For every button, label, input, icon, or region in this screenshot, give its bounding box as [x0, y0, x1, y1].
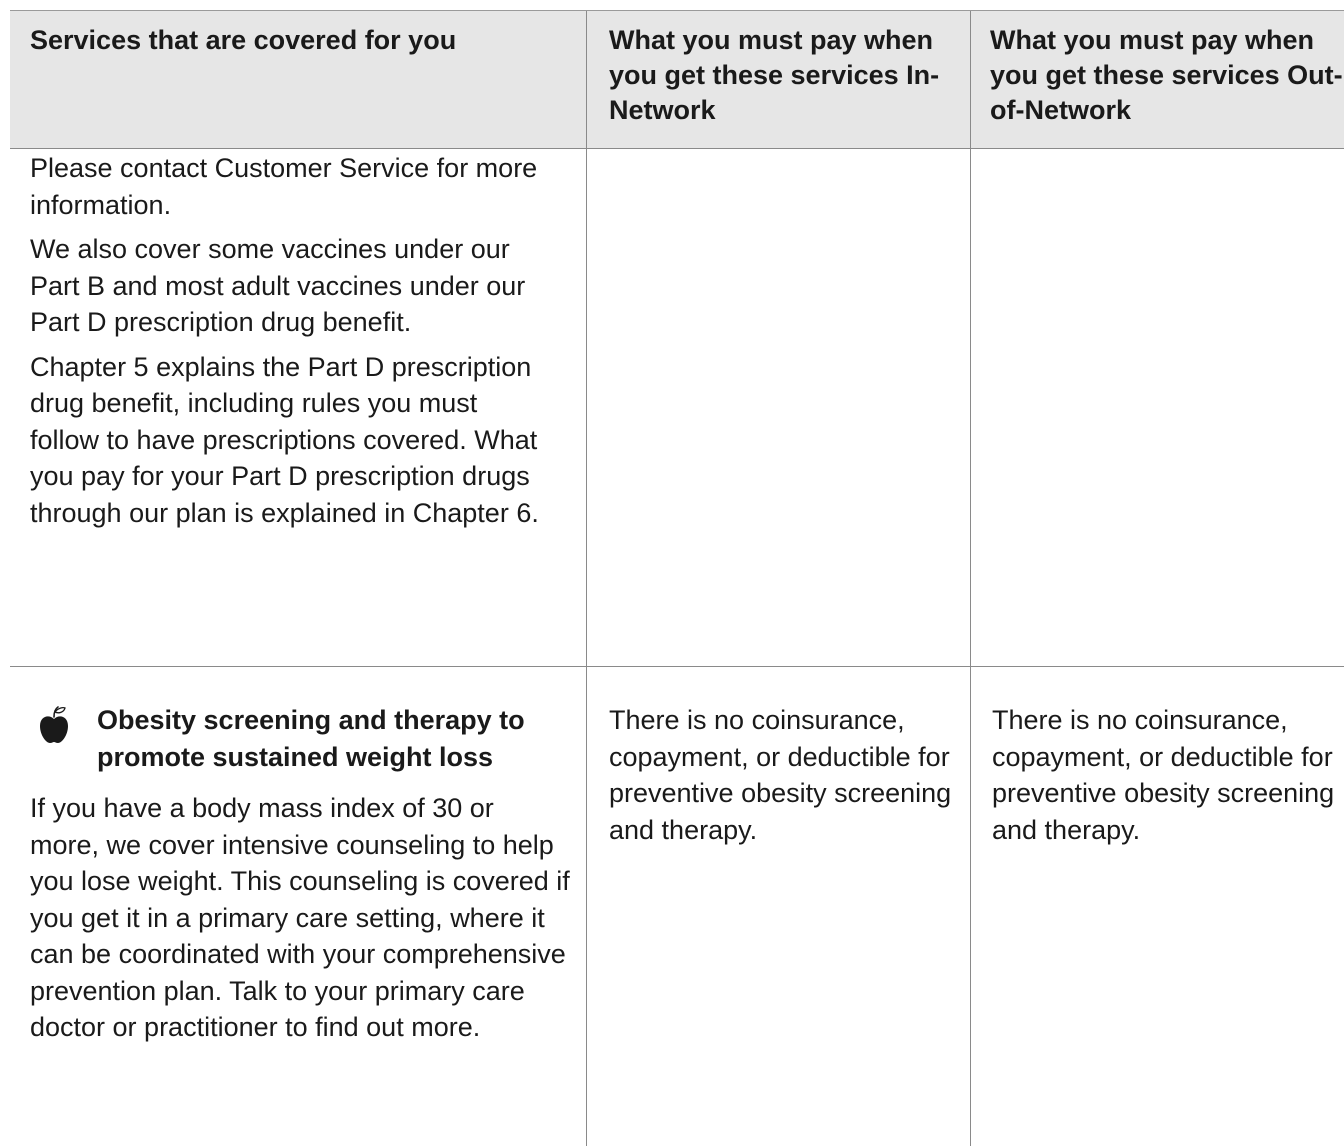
service-description-cell: [10, 149, 586, 666]
out-of-network-cost-cell: [970, 667, 1344, 1146]
header-services-covered: Services that are covered for you: [30, 25, 457, 55]
apple-icon: [37, 705, 71, 745]
header-out-of-network-cost: What you must pay when you get these services Out-of-Network: [970, 11, 1344, 148]
in-network-cost-cell: [586, 667, 970, 1146]
header-in-network-cost: What you must pay when you get these services In-Network: [586, 11, 970, 148]
in-network-cost-cell: [586, 149, 970, 666]
service-title-block: [30, 702, 586, 776]
service-paragraph: We also cover some vaccines under our Part B and most adult vaccines under our Part D prescription drug benefit.: [30, 234, 526, 337]
out-of-network-cost-text: There is no coinsurance, copayment, or deductible for preventive obesity screening and therapy.: [992, 705, 1335, 845]
out-of-network-cost-cell: [970, 149, 1344, 666]
service-paragraph: If you have a body mass index of 30 or more, we cover intensive counseling to help you lose weight. This counseling is covered if you get it in a primary care setting, where it can be coordinated with your comprehensive prevention plan. Talk to your primary care doctor or practitioner to find out more.: [30, 793, 570, 1042]
table-row: [10, 149, 1344, 667]
service-description-cell: [10, 667, 586, 1146]
table-header-row: [10, 10, 1344, 149]
service-paragraph: Please contact Customer Service for more information.: [30, 153, 538, 220]
table-row: [10, 667, 1344, 1146]
service-title: Obesity screening and therapy to promote sustained weight loss: [97, 705, 525, 772]
benefits-table: [10, 10, 1344, 1146]
service-paragraph: Chapter 5 explains the Part D prescription drug benefit, including rules you must follow to have prescriptions covered. What you pay for your Part D prescription drugs through our plan is explained in Chapter 6.: [30, 351, 539, 528]
in-network-cost-text: There is no coinsurance, copayment, or deductible for preventive obesity screening and therapy.: [609, 705, 952, 845]
